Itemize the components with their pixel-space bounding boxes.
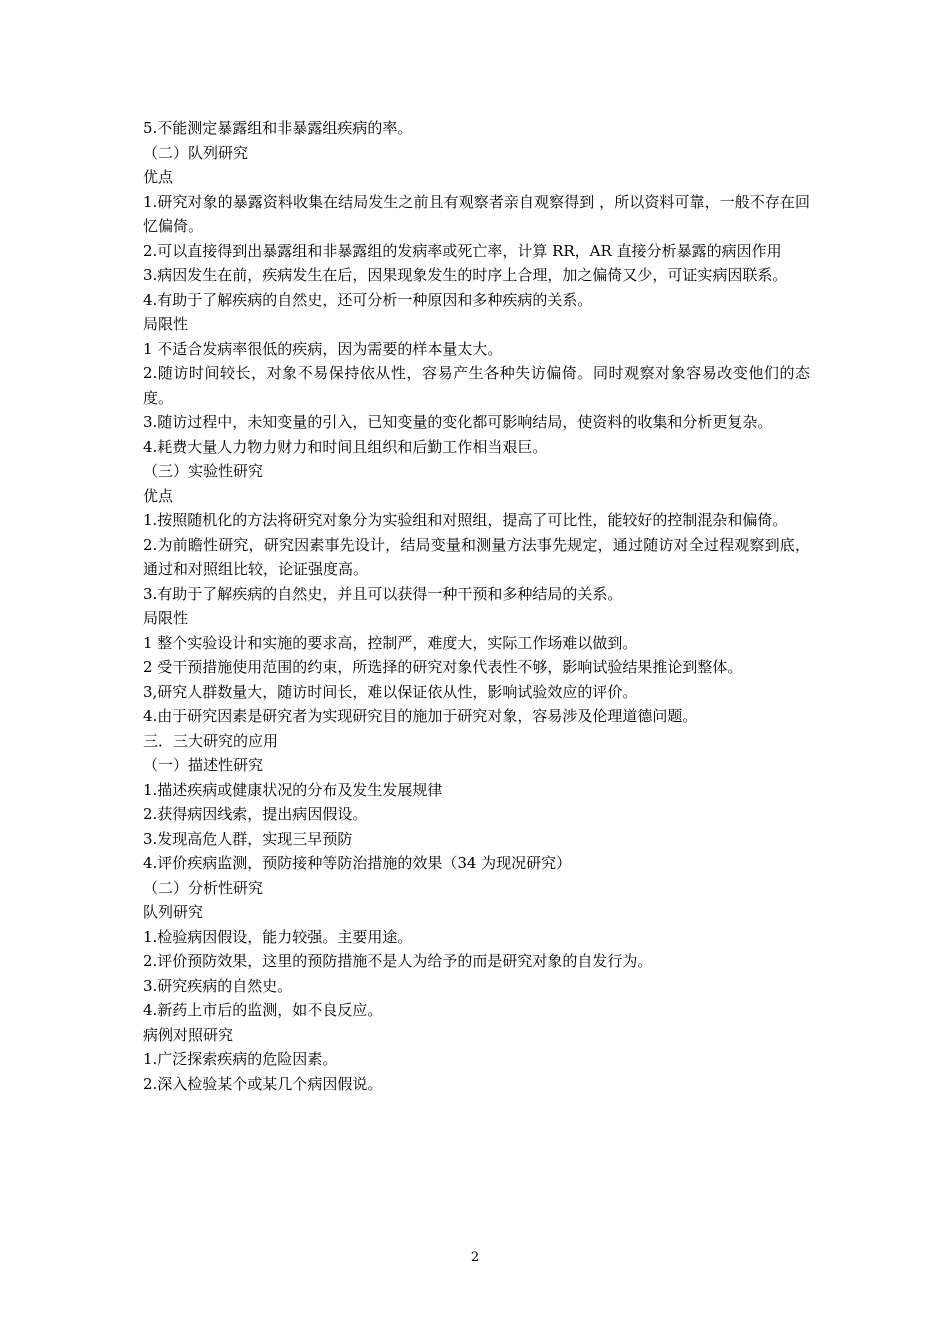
text-line: 1 整个实验设计和实施的要求高，控制严，难度大，实际工作场难以做到。: [143, 633, 638, 652]
text-line: 4.由于研究因素是研究者为实现研究目的施加于研究对象，容易涉及伦理道德问题。: [143, 707, 698, 725]
text-line: 3.发现高危人群，实现三早预防: [143, 829, 353, 848]
text-line: 1.研究对象的暴露资料收集在结局发生之前且有观察者亲自观察得到 ，所以资料可靠，一般不存在回忆偏倚。: [143, 192, 810, 235]
page-body: [143, 116, 810, 1096]
text-line: 2.为前瞻性研究，研究因素事先设计，结局变量和测量方法事先规定，通过随访对全过程观察到底，通过和对照组比较，论证强度高。: [143, 535, 810, 578]
text-line: 4.有助于了解疾病的自然史，还可分析一种原因和多种疾病的关系。: [143, 290, 593, 309]
text-line: 局限性: [143, 609, 189, 627]
text-line: 2.评价预防效果，这里的预防措施不是人为给予的而是研究对象的自发行为。: [143, 952, 653, 970]
text-line: 1 不适合发病率很低的疾病，因为需要的样本量太大。: [143, 339, 503, 358]
text-line: 3.随访过程中，未知变量的引入，已知变量的变化都可影响结局，使资料的收集和分析更复杂。: [143, 413, 773, 431]
text-line: 2.随访时间较长，对象不易保持依从性，容易产生各种失访偏倚。同时观察对象容易改变他们的态度。: [143, 364, 810, 407]
text-line: 4.新药上市后的监测，如不良反应。: [143, 1001, 383, 1019]
text-line: （二）分析性研究: [143, 878, 264, 897]
text-line: 2.深入检验某个或某几个病因假说。: [143, 1074, 383, 1093]
text-line: 优点: [143, 486, 174, 505]
text-line: 3,研究人群数量大，随访时间长，难以保证依从性，影响试验效应的评价。: [143, 682, 638, 701]
text-line: 2.可以直接得到出暴露组和非暴露组的发病率或死亡率，计算 RR，AR 直接分析暴露的病因作用: [143, 241, 782, 260]
text-line: 3.有助于了解疾病的自然史，并且可以获得一种干预和多种结局的关系。: [143, 584, 623, 603]
text-line: （三）实验性研究: [143, 462, 264, 480]
text-line: 2 受干预措施使用范围的约束，所选择的研究对象代表性不够，影响试验结果推论到整体。: [143, 658, 743, 676]
text-line: （二）队列研究: [143, 143, 249, 162]
text-line: 1.广泛探索疾病的危险因素。: [143, 1050, 338, 1068]
text-line: 病例对照研究: [143, 1025, 234, 1044]
text-line: 2.获得病因线索，提出病因假设。: [143, 805, 368, 823]
text-line: 局限性: [143, 315, 189, 333]
text-line: 优点: [143, 168, 174, 186]
page-number: 2: [470, 1250, 480, 1265]
text-line: （一）描述性研究: [143, 756, 264, 774]
text-line: 1.描述疾病或健康状况的分布及发生发展规律: [143, 780, 443, 799]
text-line: 5.不能测定暴露组和非暴露组疾病的率。: [143, 119, 413, 137]
text-line: 三．三大研究的应用: [143, 731, 279, 750]
text-line: 1.检验病因假设，能力较强。主要用途。: [143, 927, 413, 946]
text-line: 4.评价疾病监测，预防接种等防治措施的效果（34 为现况研究）: [143, 854, 572, 872]
text-line: 1.按照随机化的方法将研究对象分为实验组和对照组，提高了可比性，能较好的控制混杂和偏倚。: [143, 511, 788, 529]
text-line: 3.研究疾病的自然史。: [143, 976, 293, 995]
text-line: 队列研究: [143, 903, 204, 921]
text-line: 4.耗费大量人力物力财力和时间且组织和后勤工作相当艰巨。: [143, 437, 548, 456]
text-line: 3.病因发生在前，疾病发生在后，因果现象发生的时序上合理，加之偏倚又少，可证实病因联系。: [143, 266, 788, 284]
